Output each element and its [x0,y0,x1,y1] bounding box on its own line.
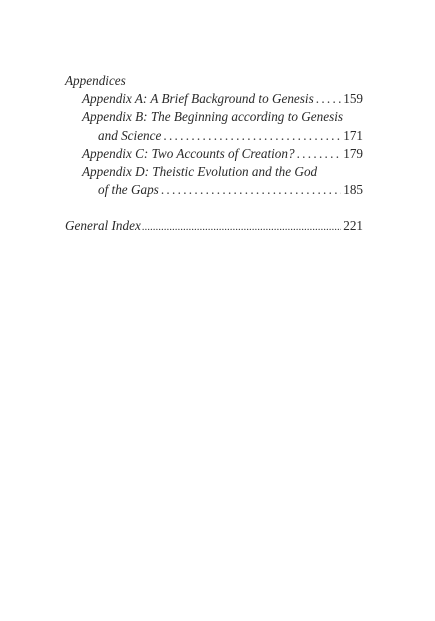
dot-leader [142,218,341,236]
dot-leader [163,127,341,145]
toc-entry-label: Appendix A: A Brief Background to Genesis [82,91,314,107]
dot-leader [161,181,341,199]
toc-entry-label: General Index [65,218,141,234]
toc-entry-appendix-d-line2[interactable] [65,181,363,199]
table-of-contents [65,72,363,236]
toc-entry-page-number: 171 [343,127,363,143]
toc-entry-page-number: 159 [343,91,363,107]
toc-entry-page-number: 185 [343,182,363,198]
toc-entry-appendix-c[interactable] [65,145,363,163]
dot-leader [297,145,342,163]
toc-entry-appendix-a[interactable] [65,90,363,108]
dot-leader [316,90,342,108]
toc-entry-general-index[interactable] [65,217,363,235]
toc-entry-label: Appendix C: Two Accounts of Creation? [82,145,295,161]
toc-entry-page-number: 179 [343,145,363,161]
section-heading-appendices: Appendices [65,73,126,88]
toc-entry-label: of the Gaps [98,182,159,198]
toc-entry-appendix-d-line1[interactable]: Appendix D: Theistic Evolution and the God [82,163,318,179]
toc-entry-appendix-b-line1[interactable]: Appendix B: The Beginning according to Genesis [82,109,344,125]
toc-entry-appendix-b-line2[interactable] [65,127,363,145]
toc-entry-page-number: 221 [343,218,363,234]
toc-entry-label: and Science [98,127,162,143]
spacer [65,199,363,217]
